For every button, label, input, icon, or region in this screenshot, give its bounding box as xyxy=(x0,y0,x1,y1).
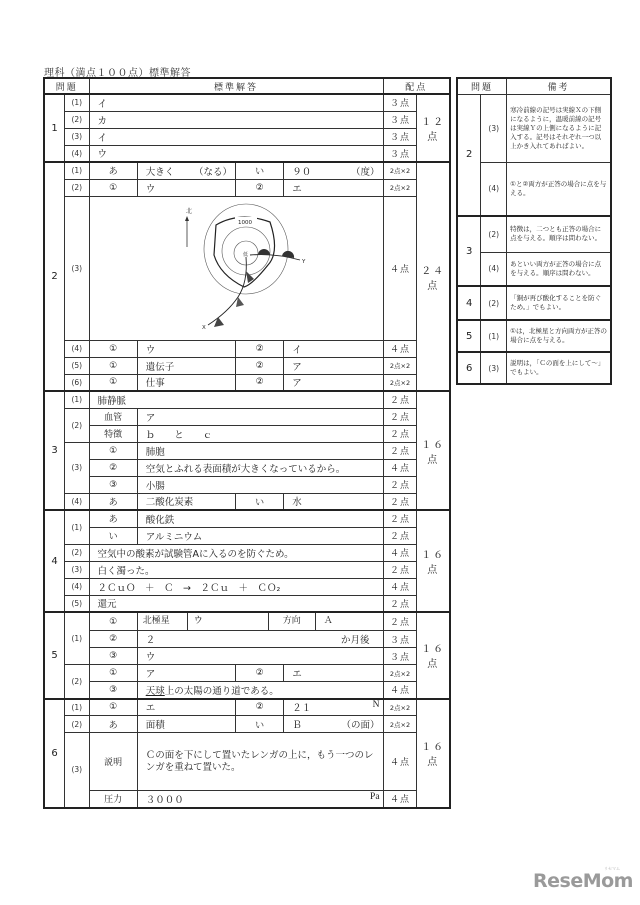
table-row xyxy=(44,648,450,665)
answer-label: ② xyxy=(236,340,284,357)
remark-row xyxy=(457,320,611,352)
sub-question: (2) xyxy=(65,716,90,733)
sub-question: (2) xyxy=(65,179,90,196)
table-row xyxy=(44,374,450,391)
answer-unit: （なる） xyxy=(194,166,233,178)
answer: 還元 xyxy=(89,595,383,612)
answer-value: ア xyxy=(284,357,383,374)
table-row xyxy=(44,791,450,808)
table-row xyxy=(44,733,450,791)
question-number: 2 xyxy=(457,94,481,216)
table-row xyxy=(44,716,450,733)
table-row xyxy=(44,544,450,561)
table-row xyxy=(44,408,450,425)
sub-question: (4) xyxy=(481,252,507,286)
answer-label: い xyxy=(236,716,284,733)
answer-label: 血管 xyxy=(89,408,137,425)
sub-question: (5) xyxy=(65,357,90,374)
watermark-sub: リセマム xyxy=(604,866,620,871)
question-number: 4 xyxy=(457,286,481,320)
table-row xyxy=(44,111,450,128)
answer: カ xyxy=(89,111,383,128)
answer-value: ２ xyxy=(145,635,156,646)
remark-text: 「銅が再び酸化することを防ぐため。」でもよい。 xyxy=(507,286,611,320)
table-row xyxy=(44,476,450,493)
answer-label: ② xyxy=(236,374,284,391)
warm-front-symbol xyxy=(258,249,270,255)
answer xyxy=(137,791,383,808)
table-row xyxy=(44,128,450,145)
north-star-label: 北極星 xyxy=(138,613,188,630)
answer-label: あ xyxy=(89,716,137,733)
points: ４点 xyxy=(383,791,417,808)
page-title: 理科（満点１００点）標準解答 xyxy=(44,68,191,79)
answer-label: ① xyxy=(89,357,137,374)
points: ２点 xyxy=(383,408,417,425)
answer-value: 面積 xyxy=(137,716,235,733)
sub-question: (1) xyxy=(481,320,507,352)
sub-question: (3) xyxy=(65,561,90,578)
answer-value: ア xyxy=(137,408,383,425)
answer-label: ② xyxy=(89,459,137,476)
points: 2点×2 xyxy=(383,179,417,196)
points: ４点 xyxy=(383,544,417,561)
points: ３点 xyxy=(383,648,417,665)
points: ３点 xyxy=(383,631,417,648)
sub-question: (3) xyxy=(481,94,507,162)
sub-question: (4) xyxy=(65,578,90,595)
points: 2点×2 xyxy=(383,665,417,682)
answer-label: ② xyxy=(236,179,284,196)
sub-question: (3) xyxy=(65,733,90,808)
direction-value: Ａ xyxy=(323,616,333,626)
question-number: 1 xyxy=(44,94,65,162)
sub-question: (4) xyxy=(65,340,90,357)
question-number: 5 xyxy=(44,612,65,699)
points: ４点 xyxy=(383,733,417,791)
answer: イ xyxy=(89,128,383,145)
answer-value: Ｂ xyxy=(292,720,302,731)
points: ４点 xyxy=(383,340,417,357)
answer-value: 水 xyxy=(284,493,383,510)
points: ３点 xyxy=(383,94,417,111)
north-label: 北 xyxy=(185,207,192,215)
remark-text: ①と②両方が正答の場合に点を与える。 xyxy=(507,162,611,216)
answer-value: ア xyxy=(137,665,235,682)
points: ２点 xyxy=(383,527,417,544)
isobar-label: 1000 xyxy=(237,219,252,226)
remark-row xyxy=(457,94,611,162)
total-points: １６点 xyxy=(417,391,450,510)
remark-text: 特徴は，二つとも正答の場合に点を与える。順序は問わない。 xyxy=(507,216,611,252)
points: ４点 xyxy=(383,682,417,699)
points: ４点 xyxy=(383,196,417,340)
answer-label: ② xyxy=(236,357,284,374)
cold-front-symbol xyxy=(214,317,224,327)
answer-unit: Pa xyxy=(370,791,380,802)
sub-question: (3) xyxy=(65,196,90,340)
points: ２点 xyxy=(383,425,417,442)
answer xyxy=(284,162,383,179)
table-row xyxy=(44,631,450,648)
weather-front-diagram xyxy=(89,196,383,340)
question-number: 3 xyxy=(44,391,65,510)
points: ４点 xyxy=(383,459,417,476)
table-row xyxy=(44,145,450,162)
sub-question: (1) xyxy=(65,510,90,544)
table-row xyxy=(44,510,450,527)
answer: 肺静脈 xyxy=(89,391,383,408)
sub-question: (1) xyxy=(65,391,90,408)
answer-label: い xyxy=(236,493,284,510)
table-row xyxy=(44,682,450,699)
sub-question: (2) xyxy=(481,216,507,252)
table-row xyxy=(44,196,450,340)
answer-value: ウ xyxy=(137,179,235,196)
answer-value: ３０００ xyxy=(145,794,184,806)
answer-label: あ xyxy=(89,510,137,527)
front-diagram-svg xyxy=(90,197,383,337)
answer-label: ② xyxy=(236,665,284,682)
answer: 白く濁った。 xyxy=(89,561,383,578)
answer-value: エ xyxy=(284,665,383,682)
answer: イ xyxy=(89,94,383,111)
resemom-logo: ReseMom xyxy=(533,870,633,892)
table-row xyxy=(44,493,450,510)
answer-value: ９０ xyxy=(292,166,312,178)
points: ２点 xyxy=(383,510,417,527)
answer-label: い xyxy=(236,162,284,179)
answer-value: 小腸 xyxy=(137,476,383,493)
answer-value: ｂ と ｃ xyxy=(137,425,383,442)
answer-value: 上の太陽の通り道である。 xyxy=(164,685,279,697)
answer-value: 空気とふれる表面積が大きくなっているから。 xyxy=(137,459,383,476)
total-points: １６点 xyxy=(417,699,450,808)
question-number: 2 xyxy=(44,162,65,391)
table-row xyxy=(44,699,450,716)
points: ２点 xyxy=(383,476,417,493)
table-row xyxy=(44,425,450,442)
answer-value: エ xyxy=(137,699,235,716)
table-row xyxy=(44,442,450,459)
answer-value: アルミニウム xyxy=(137,527,383,544)
remark-row xyxy=(457,286,611,320)
answer-label: 特徴 xyxy=(89,425,137,442)
answer-unit: （度） xyxy=(351,166,380,178)
direction-label: 方向 xyxy=(269,613,316,630)
remarks-table xyxy=(456,77,612,385)
remark-row xyxy=(457,252,611,286)
points: ２点 xyxy=(383,612,417,631)
table-row xyxy=(44,340,450,357)
answer-label: ② xyxy=(236,699,284,716)
header-remarks: 備考 xyxy=(507,78,611,94)
points: ２点 xyxy=(383,561,417,578)
answer: 空気中の酸素が試験管Aに入るのを防ぐため。 xyxy=(89,544,383,561)
total-points: １２点 xyxy=(417,94,450,162)
answer-value: エ xyxy=(284,179,383,196)
low-pressure-label: 低 xyxy=(242,251,248,258)
answer-value: 肺胞 xyxy=(137,442,383,459)
header-question: 問題 xyxy=(44,78,89,94)
remark-text: 寒冷前線の記号は実線Ｘの下側になるように，温暖前線の記号は実線Ｙの上側になるように記入する。記号はそれぞれ一つ以上かき入れてあればよい。 xyxy=(507,94,611,162)
question-number: 5 xyxy=(457,320,481,352)
answer: ２ＣｕＯ ＋ Ｃ → ２Ｃｕ ＋ ＣＯ₂ xyxy=(89,578,383,595)
sub-question: (3) xyxy=(65,128,90,145)
remark-text: 説明は，「Ｃの面を上にして～」でもよい。 xyxy=(507,352,611,384)
header-points: 配点 xyxy=(383,78,450,94)
sub-question: (4) xyxy=(481,162,507,216)
question-number: 4 xyxy=(44,510,65,612)
answer-keyword: 天球 xyxy=(145,685,165,697)
table-row xyxy=(44,595,450,612)
answer: ウ xyxy=(89,145,383,162)
table-row xyxy=(44,459,450,476)
answer xyxy=(284,699,383,716)
table-row xyxy=(44,391,450,408)
points: ２点 xyxy=(383,493,417,510)
answer-unit: N xyxy=(372,700,380,711)
sub-question: (6) xyxy=(65,374,90,391)
x-label: X xyxy=(201,324,206,331)
sub-question: (1) xyxy=(65,162,90,179)
answer-value: 酸化鉄 xyxy=(137,510,383,527)
points: ２点 xyxy=(383,595,417,612)
sub-question: (1) xyxy=(65,612,90,665)
question-number: 6 xyxy=(457,352,481,384)
sub-question: (2) xyxy=(65,544,90,561)
sub-question: (3) xyxy=(65,442,90,493)
answer-value: Ｃの面を下にして置いたレンガの上に，もう一つのレンガを重ねて置いた。 xyxy=(137,733,383,791)
table-row xyxy=(44,612,450,631)
total-points: １６点 xyxy=(417,612,450,699)
question-number: 3 xyxy=(457,216,481,286)
points: 2点×2 xyxy=(383,716,417,733)
points: 2点×2 xyxy=(383,357,417,374)
sub-question: (5) xyxy=(65,595,90,612)
sub-question: (3) xyxy=(481,352,507,384)
sub-question: (1) xyxy=(65,699,90,716)
points: ３点 xyxy=(383,128,417,145)
answer-label: ③ xyxy=(89,476,137,493)
points: ２点 xyxy=(383,391,417,408)
answer-label: ① xyxy=(89,612,137,631)
answer-value: 仕事 xyxy=(137,374,235,391)
answer-label: ① xyxy=(89,179,137,196)
answer-value: ア xyxy=(284,374,383,391)
header-answer: 標準解答 xyxy=(89,78,383,94)
answer xyxy=(137,162,235,179)
warm-front-symbol xyxy=(282,250,294,257)
answer-label: ① xyxy=(89,340,137,357)
table-row xyxy=(44,561,450,578)
remark-row xyxy=(457,162,611,216)
points: ２点 xyxy=(383,442,417,459)
remark-row xyxy=(457,352,611,384)
cold-front-line xyxy=(208,257,246,325)
table-row xyxy=(44,94,450,111)
answer-label: い xyxy=(89,527,137,544)
y-label: Y xyxy=(301,258,305,265)
sub-question: (2) xyxy=(481,286,507,320)
answer-label: ③ xyxy=(89,682,137,699)
answer-label: ② xyxy=(89,631,137,648)
remark-row xyxy=(457,216,611,252)
question-number: 6 xyxy=(44,699,65,808)
answer-value: ウ xyxy=(137,340,235,357)
table-row xyxy=(44,527,450,544)
answer xyxy=(137,682,383,699)
sub-question: (2) xyxy=(65,408,90,442)
table-row xyxy=(44,162,450,179)
points: 2点×2 xyxy=(383,162,417,179)
table-row xyxy=(44,665,450,682)
answer-unit: （の面） xyxy=(341,720,380,731)
remark-text: あといい両方が正答の場合に点を与える。順序は問わない。 xyxy=(507,252,611,286)
answer xyxy=(137,631,383,648)
answer-label: ① xyxy=(89,374,137,391)
total-points: １６点 xyxy=(417,510,450,612)
answer-value: 二酸化炭素 xyxy=(137,493,235,510)
answer-value: 遺伝子 xyxy=(137,357,235,374)
points: ３点 xyxy=(383,111,417,128)
north-star-value: ウ xyxy=(188,613,269,630)
answer-label: 説明 xyxy=(89,733,137,791)
answer-value: ２１ xyxy=(292,703,312,715)
answer-label: ① xyxy=(89,665,137,682)
answer-table xyxy=(43,77,451,809)
answer-label: ① xyxy=(89,699,137,716)
sub-question: (4) xyxy=(65,493,90,510)
points: 2点×2 xyxy=(383,699,417,716)
answer-label: 圧力 xyxy=(89,791,137,808)
sub-question: (1) xyxy=(65,94,90,111)
answer-label: あ xyxy=(89,162,137,179)
table-row xyxy=(44,357,450,374)
sub-question: (2) xyxy=(65,665,90,699)
points: ３点 xyxy=(383,145,417,162)
remark-text: ①は，北極星と方向両方が正答の場合に点を与える。 xyxy=(507,320,611,352)
answer-label: ① xyxy=(89,442,137,459)
sub-question: (2) xyxy=(65,111,90,128)
table-row xyxy=(44,179,450,196)
answer-value: イ xyxy=(284,340,383,357)
points: 2点×2 xyxy=(383,374,417,391)
sub-question: (4) xyxy=(65,145,90,162)
table-row xyxy=(44,578,450,595)
answer-label: ③ xyxy=(89,648,137,665)
points: ４点 xyxy=(383,578,417,595)
answer-unit: か月後 xyxy=(341,635,370,646)
answer xyxy=(137,612,383,631)
total-points: ２４点 xyxy=(417,162,450,391)
answer-value: 大きく xyxy=(145,166,175,178)
header-question: 問題 xyxy=(457,78,507,94)
answer xyxy=(284,716,383,733)
answer-label: あ xyxy=(89,493,137,510)
answer-value: ウ xyxy=(137,648,383,665)
